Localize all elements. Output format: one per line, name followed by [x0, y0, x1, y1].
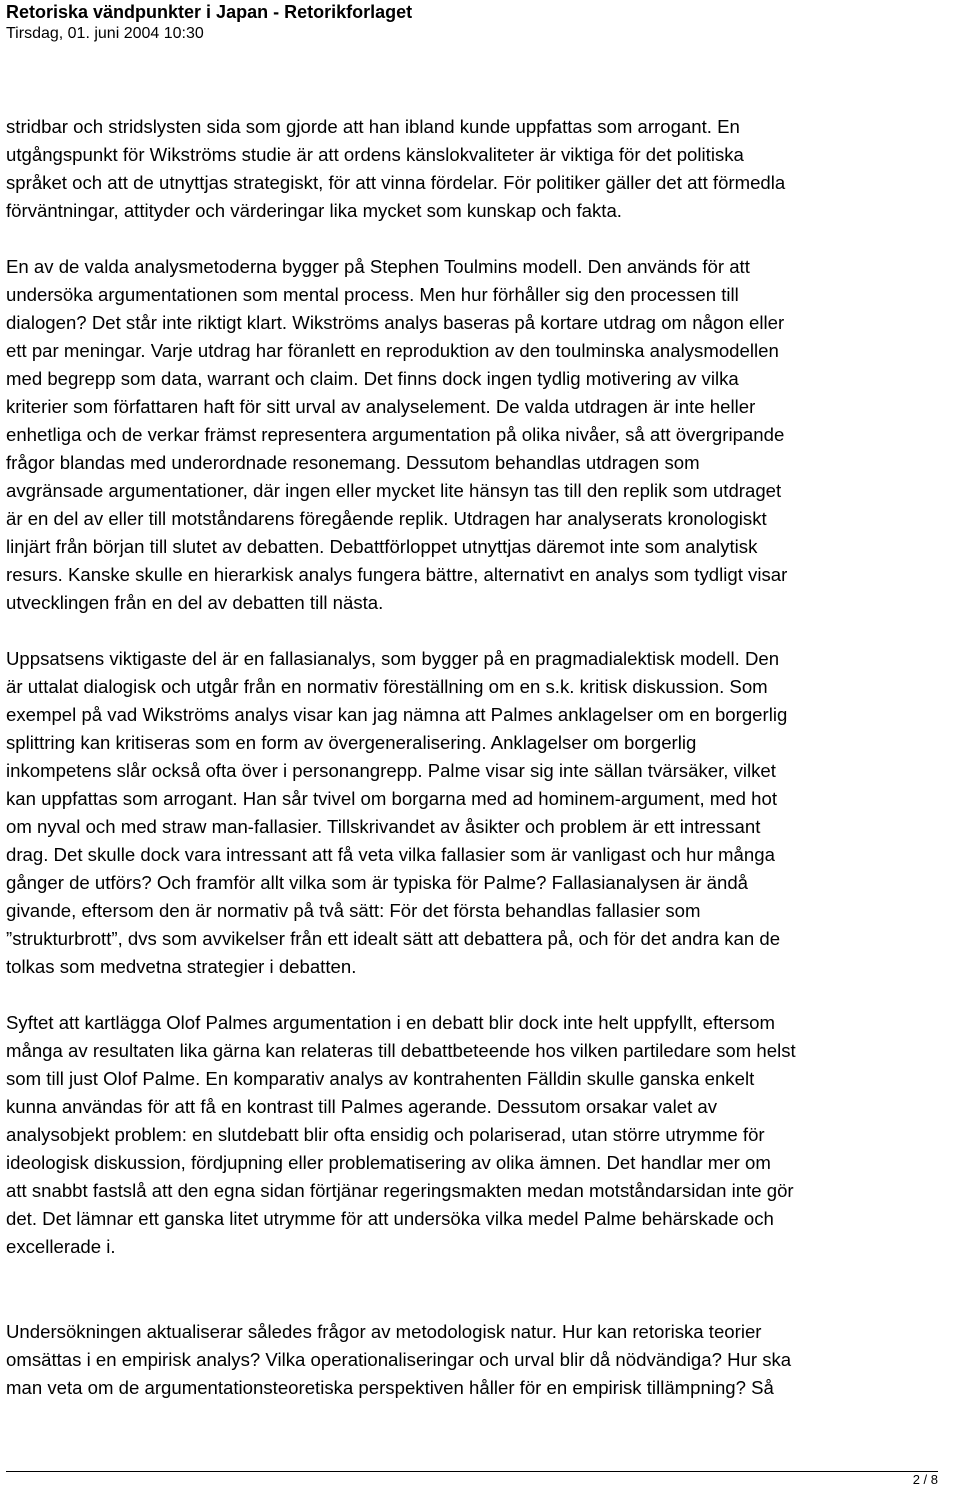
article-body: [6, 113, 956, 1402]
page-number: 2 / 8: [912, 1472, 938, 1487]
paragraph: stridbar och stridslysten sida som gjorde att han ibland kunde uppfattas som arrogant. En utgångspunkt för Wikströms studie är att ordens känslokvaliteter är viktiga för det politiska språket och att de utnyttjas strategiskt, för att vinna fördelar. För politiker gäller det att förmedla förväntningar, attityder och värderingar lika mycket som kunskap och fakta.: [6, 116, 786, 221]
footer-divider: [6, 1471, 938, 1472]
document-date: Tirsdag, 01. juni 2004 10:30: [6, 25, 204, 42]
paragraph: Undersökningen aktualiserar således frågor av metodologisk natur. Hur kan retoriska teorier omsättas i en empirisk analys? Vilka operationaliseringar och urval blir då nödvändiga? Hur ska man veta om de argumentationsteoretiska perspektiven håller för en empirisk tillämpning? Så: [6, 1321, 792, 1398]
paragraph: Uppsatsens viktigaste del är en fallasianalys, som bygger på en pragmadialektisk modell. Den är uttalat dialogisk och utgår från en normativ föreställning om en s.k. kritisk diskussion. Som exempel på vad Wikströms analys visar kan jag nämna att Palmes anklagelser om en borgerlig splittring kan kritiseras som en form av övergeneralisering. Anklagelser om borgerlig inkompetens slår också ofta över i personangrepp. Palme visar sig inte sällan tvärsäker, vilket kan uppfattas som arrogant. Han sår tvivel om borgarna med ad hominem-argument, med hot om nyval och med straw man-fallasier. Tillskrivandet av åsikter och problem är ett intressant drag. Det skulle dock vara intressant att få veta vilka fallasier som är vanligast och hur många gånger de utförs? Och framför allt vilka som är typiska för Palme? Fallasianalysen är ändå givande, eftersom den är normativ på två sätt: För det första behandlas fallasier som ”strukturbrott”, dvs som avvikelser från ett idealt sätt att debattera på, och för det andra kan de tolkas som medvetna strategier i debatten.: [6, 648, 788, 977]
document-header: [6, 0, 954, 45]
paragraph: En av de valda analysmetoderna bygger på Stephen Toulmins modell. Den används för att undersöka argumentationen som mental process. Men hur förhåller sig den processen till dialogen? Det står inte riktigt klart. Wikströms analys baseras på kortare utdrag om någon eller ett par meningar. Varje utdrag har föranlett en reproduktion av den toulminska analysmodellen med begrepp som data, warrant och claim. Det finns dock ingen tydlig motivering av vilka kriterier som författaren haft för sitt urval av analyselement. De valda utdragen är inte heller enhetliga och de verkar främst representera argumentation på olika nivåer, så att övergripande frågor blandas med underordnade resonemang. Dessutom behandlas utdragen som avgränsade argumentationer, där ingen eller mycket lite hänsyn tas till den replik som utdraget är en del av eller till motståndarens föregående replik. Utdragen har analyserats kronologiskt linjärt från början till slutet av debatten. Debattförloppet utnyttjas däremot inte som analytisk resurs. Kanske skulle en hierarkisk analys fungera bättre, alternativt en analys som tydligt visar utvecklingen från en del av debatten till nästa.: [6, 256, 788, 613]
document-title: Retoriska vändpunkter i Japan - Retorikforlaget: [6, 2, 413, 22]
paragraph: Syftet att kartlägga Olof Palmes argumentation i en debatt blir dock inte helt uppfyllt, eftersom många av resultaten lika gärna kan relateras till debattbeteende hos vilken partiledare som helst som till just Olof Palme. En komparativ analys av kontrahenten Fälldin skulle ganska enkelt kunna användas för att få en kontrast till Palmes agerande. Dessutom orsakar valet av analysobjekt problem: en slutdebatt blir ofta ensidig och polariserad, utan större utrymme för ideologisk diskussion, fördjupning eller problematisering av olika ämnen. Det handlar mer om att snabbt fastslå att den egna sidan förtjänar regeringsmakten medan motståndarsidan inte gör det. Det lämnar ett ganska litet utrymme för att undersöka vilka medel Palme behärskade och excellerade i.: [6, 1012, 796, 1257]
